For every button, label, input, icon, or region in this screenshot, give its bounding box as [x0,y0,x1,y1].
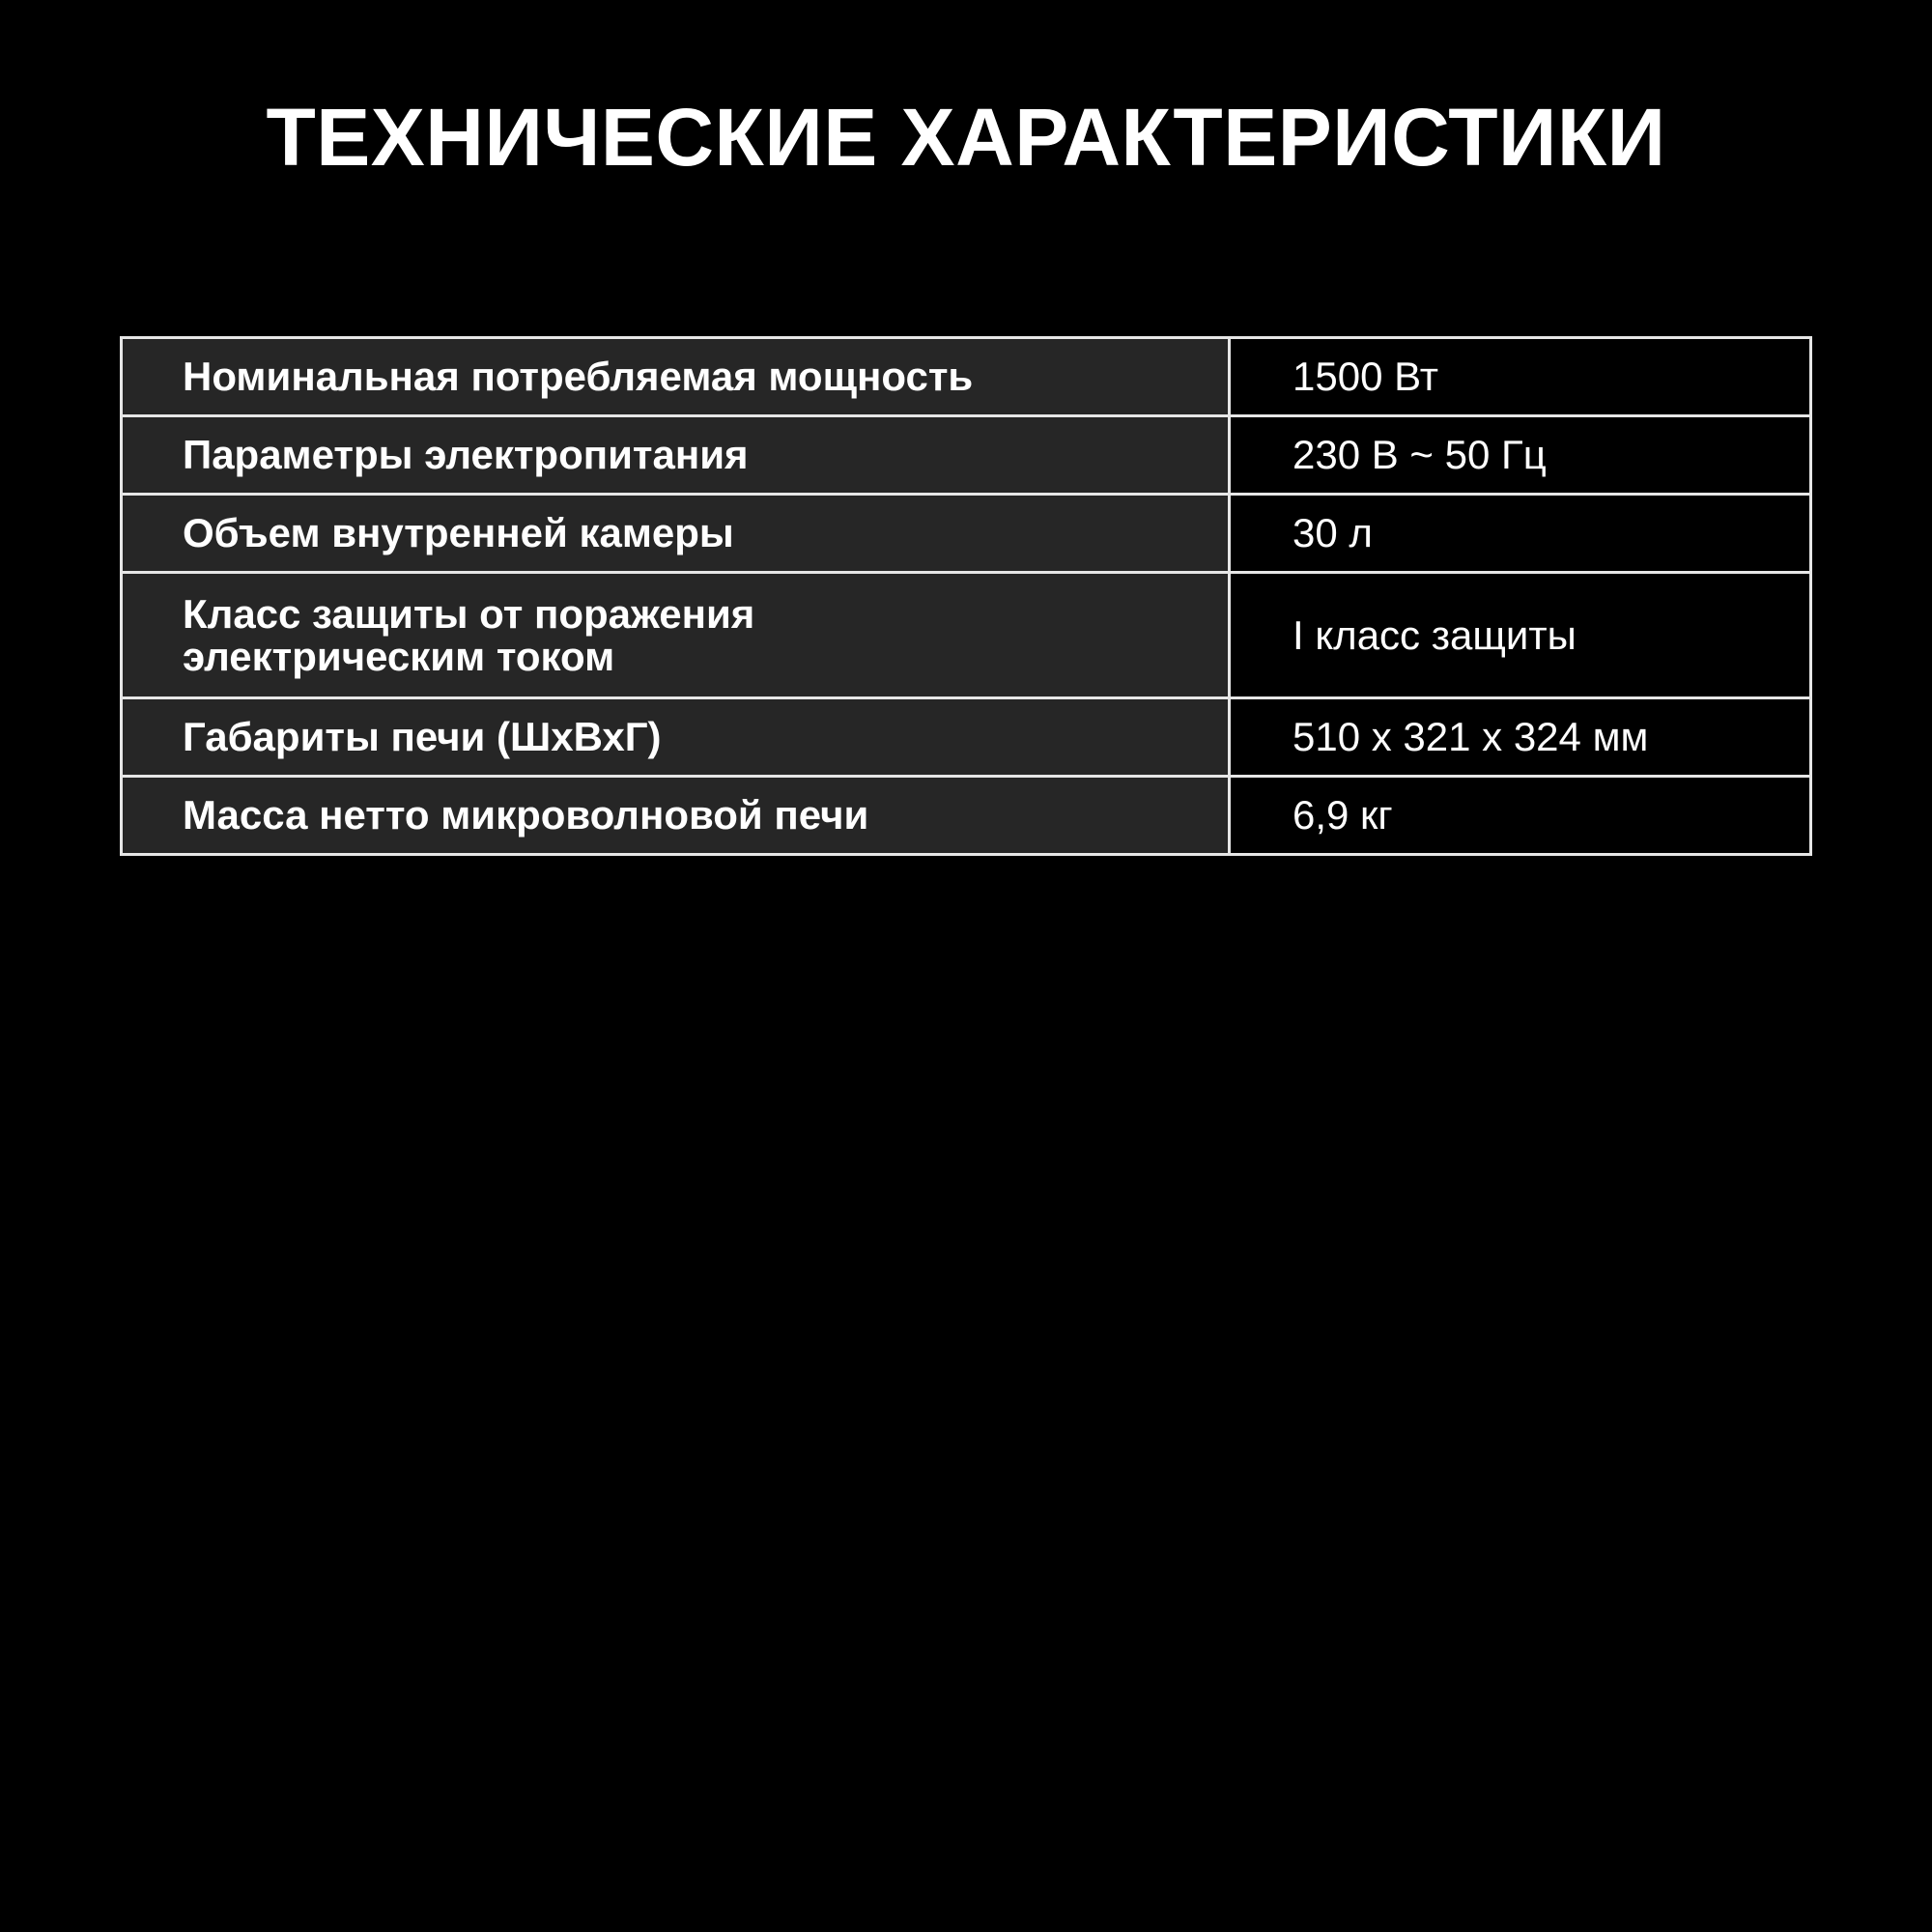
spec-parameter: Объем внутренней камеры [122,495,1230,573]
spec-parameter [122,573,1230,698]
spec-parameter: Габариты печи (ШхВхГ) [122,698,1230,777]
spec-row-net-weight [122,777,1811,855]
page-title: ТЕХНИЧЕСКИЕ ХАРАКТЕРИСТИКИ [266,92,1666,183]
spec-parameter-line-2: электрическим током [183,633,615,679]
spec-parameter: Номинальная потребляемая мощность [122,338,1230,416]
spec-parameter-line-1: Класс защиты от поражения [183,590,755,637]
spec-value: 230 В ~ 50 Гц [1230,416,1811,495]
spec-value: 510 х 321 х 324 мм [1230,698,1811,777]
spec-value: 30 л [1230,495,1811,573]
spec-value: 1500 Вт [1230,338,1811,416]
spec-row-power-supply [122,416,1811,495]
spec-value: I класс защиты [1230,573,1811,698]
spec-value: 6,9 кг [1230,777,1811,855]
spec-parameter: Масса нетто микроволновой печи [122,777,1230,855]
spec-row-power [122,338,1811,416]
spec-row-protection-class [122,573,1811,698]
spec-row-chamber-volume [122,495,1811,573]
spec-parameter: Параметры электропитания [122,416,1230,495]
spec-row-dimensions [122,698,1811,777]
spec-table [120,336,1812,856]
